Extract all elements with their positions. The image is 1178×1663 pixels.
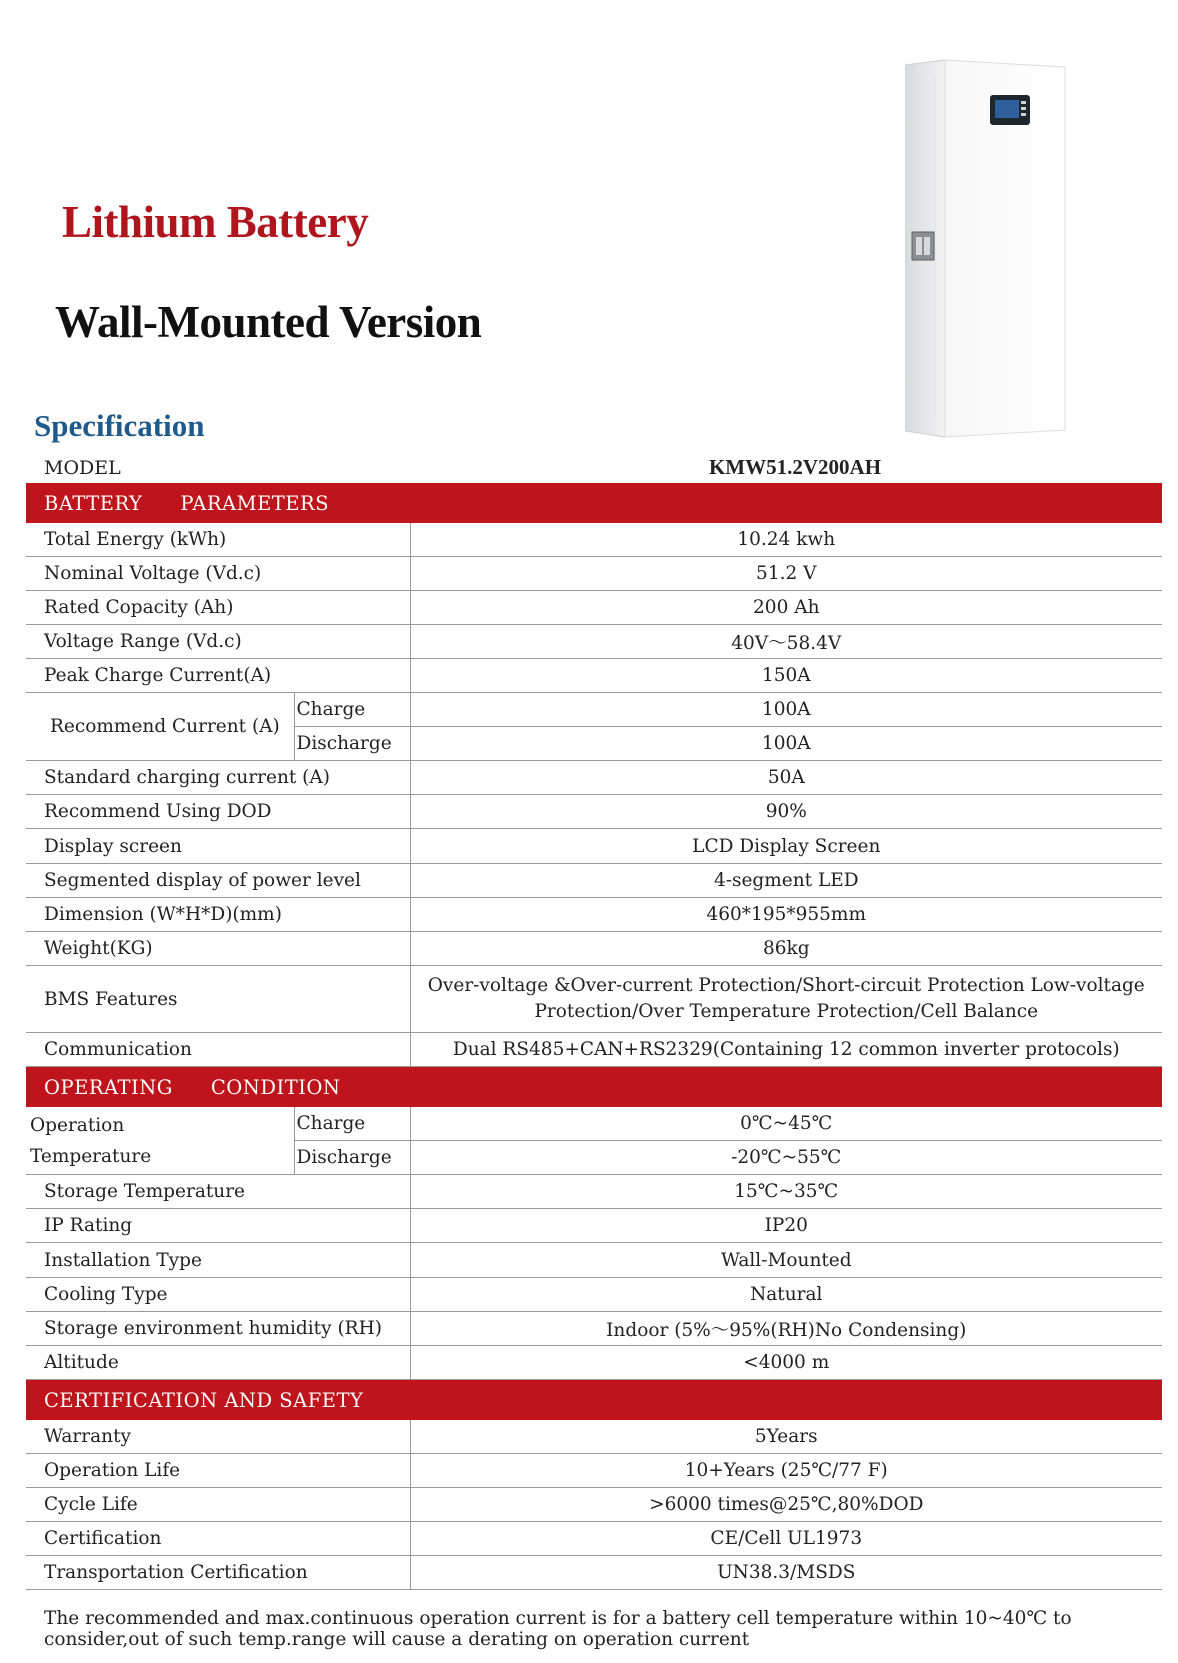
row-value: 4-segment LED: [410, 864, 1162, 898]
row-value: UN38.3/MSDS: [410, 1556, 1162, 1590]
model-row: [26, 452, 1162, 483]
op-temp-label-line1: Operation: [30, 1114, 125, 1136]
model-label: MODEL: [44, 456, 121, 479]
section-title: CERTIFICATION AND SAFETY: [26, 1380, 1162, 1421]
row-label: BMS Features: [26, 966, 410, 1033]
table-row: [26, 1175, 1162, 1209]
sub-label-charge: Charge: [294, 1107, 410, 1141]
row-value: Indoor (5%～95%(RH)No Condensing): [410, 1312, 1162, 1346]
table-row: [26, 1346, 1162, 1380]
row-label: Storage Temperature: [26, 1175, 410, 1209]
sub-label-discharge: Discharge: [294, 727, 410, 761]
row-value: 51.2 V: [410, 557, 1162, 591]
row-label: IP Rating: [26, 1209, 410, 1243]
row-label: Storage environment humidity (RH): [26, 1312, 410, 1346]
page-title: Lithium Battery: [62, 197, 369, 247]
table-row: [26, 1522, 1162, 1556]
row-value: Dual RS485+CAN+RS2329(Containing 12 common inverter protocols): [410, 1033, 1162, 1067]
table-row: [26, 625, 1162, 659]
table-row: [26, 1488, 1162, 1522]
specification-heading: Specification: [34, 408, 205, 443]
row-label: Transportation Certification: [26, 1556, 410, 1590]
row-label: Segmented display of power level: [26, 864, 410, 898]
table-row: [26, 1107, 1162, 1141]
section-title: CONDITION: [210, 1075, 341, 1099]
row-label: Recommend Current (A): [26, 693, 294, 761]
sub-label-discharge: Discharge: [294, 1141, 410, 1175]
table-row: [26, 898, 1162, 932]
row-value: 50A: [410, 761, 1162, 795]
row-label: [26, 1107, 294, 1175]
row-value: 5Years: [410, 1420, 1162, 1454]
row-value: CE/Cell UL1973: [410, 1522, 1162, 1556]
table-row: [26, 761, 1162, 795]
row-label: Cooling Type: [26, 1278, 410, 1312]
row-value: 90%: [410, 795, 1162, 829]
section-title: PARAMETERS: [180, 491, 330, 515]
row-value: 40V～58.4V: [410, 625, 1162, 659]
row-label: Warranty: [26, 1420, 410, 1454]
table-row: [26, 693, 1162, 727]
row-value: Natural: [410, 1278, 1162, 1312]
footnote: The recommended and max.continuous operation current is for a battery cell temperature within 10~40℃ to consider,out of such temp.range will cause a derating on operation current: [44, 1608, 1072, 1650]
row-value: 10.24 kwh: [410, 523, 1162, 557]
table-row: [26, 1209, 1162, 1243]
section-battery-parameters: [26, 483, 1162, 523]
row-value: 0℃~45℃: [410, 1107, 1162, 1141]
specification-table: [26, 452, 1162, 1590]
row-value: 150A: [410, 659, 1162, 693]
table-row: [26, 932, 1162, 966]
row-value: LCD Display Screen: [410, 829, 1162, 864]
table-row: [26, 1278, 1162, 1312]
row-value: <4000 m: [410, 1346, 1162, 1380]
table-row: [26, 1033, 1162, 1067]
row-value: IP20: [410, 1209, 1162, 1243]
row-value: 10+Years (25℃/77 F): [410, 1454, 1162, 1488]
table-row: [26, 829, 1162, 864]
row-label: Display screen: [26, 829, 410, 864]
table-row: [26, 1420, 1162, 1454]
row-value: -20℃~55℃: [410, 1141, 1162, 1175]
row-label: Operation Life: [26, 1454, 410, 1488]
table-row: [26, 966, 1162, 1033]
row-label: Certification: [26, 1522, 410, 1556]
row-label: Recommend Using DOD: [26, 795, 410, 829]
table-row: [26, 659, 1162, 693]
row-label: Dimension (W*H*D)(mm): [26, 898, 410, 932]
row-value: Wall-Mounted: [410, 1243, 1162, 1278]
row-value: >6000 times@25℃,80%DOD: [410, 1488, 1162, 1522]
sub-label-charge: Charge: [294, 693, 410, 727]
table-row: [26, 591, 1162, 625]
table-row: [26, 1556, 1162, 1590]
row-label: Cycle Life: [26, 1488, 410, 1522]
battery-product-image: [905, 55, 1085, 440]
row-value: 100A: [410, 693, 1162, 727]
table-row: [26, 795, 1162, 829]
section-title: BATTERY: [44, 491, 143, 515]
row-label: Installation Type: [26, 1243, 410, 1278]
row-label: Peak Charge Current(A): [26, 659, 410, 693]
row-value: 15℃~35℃: [410, 1175, 1162, 1209]
section-operating-condition: [26, 1067, 1162, 1108]
table-row: [26, 557, 1162, 591]
row-label: Altitude: [26, 1346, 410, 1380]
table-row: [26, 1312, 1162, 1346]
table-row: [26, 864, 1162, 898]
row-label: Standard charging current (A): [26, 761, 410, 795]
row-value: 460*195*955mm: [410, 898, 1162, 932]
row-label: Communication: [26, 1033, 410, 1067]
row-value: Over-voltage &Over-current Protection/Short-circuit Protection Low-voltage Protection/Over Temperature Protection/Cell Balance: [410, 966, 1162, 1033]
section-certification-and-safety: [26, 1380, 1162, 1421]
row-value: 200 Ah: [410, 591, 1162, 625]
op-temp-label-line2: Temperature: [30, 1145, 152, 1167]
row-label: Nominal Voltage (Vd.c): [26, 557, 410, 591]
row-value: 100A: [410, 727, 1162, 761]
page-subtitle: Wall-Mounted Version: [55, 297, 482, 347]
row-label: Weight(KG): [26, 932, 410, 966]
section-title: OPERATING: [44, 1075, 173, 1099]
row-label: Rated Copacity (Ah): [26, 591, 410, 625]
row-value: 86kg: [410, 932, 1162, 966]
table-row: [26, 1454, 1162, 1488]
row-label: Voltage Range (Vd.c): [26, 625, 410, 659]
row-label: Total Energy (kWh): [26, 523, 410, 557]
table-row: [26, 1243, 1162, 1278]
model-value: KMW51.2V200AH: [708, 455, 882, 479]
table-row: [26, 523, 1162, 557]
